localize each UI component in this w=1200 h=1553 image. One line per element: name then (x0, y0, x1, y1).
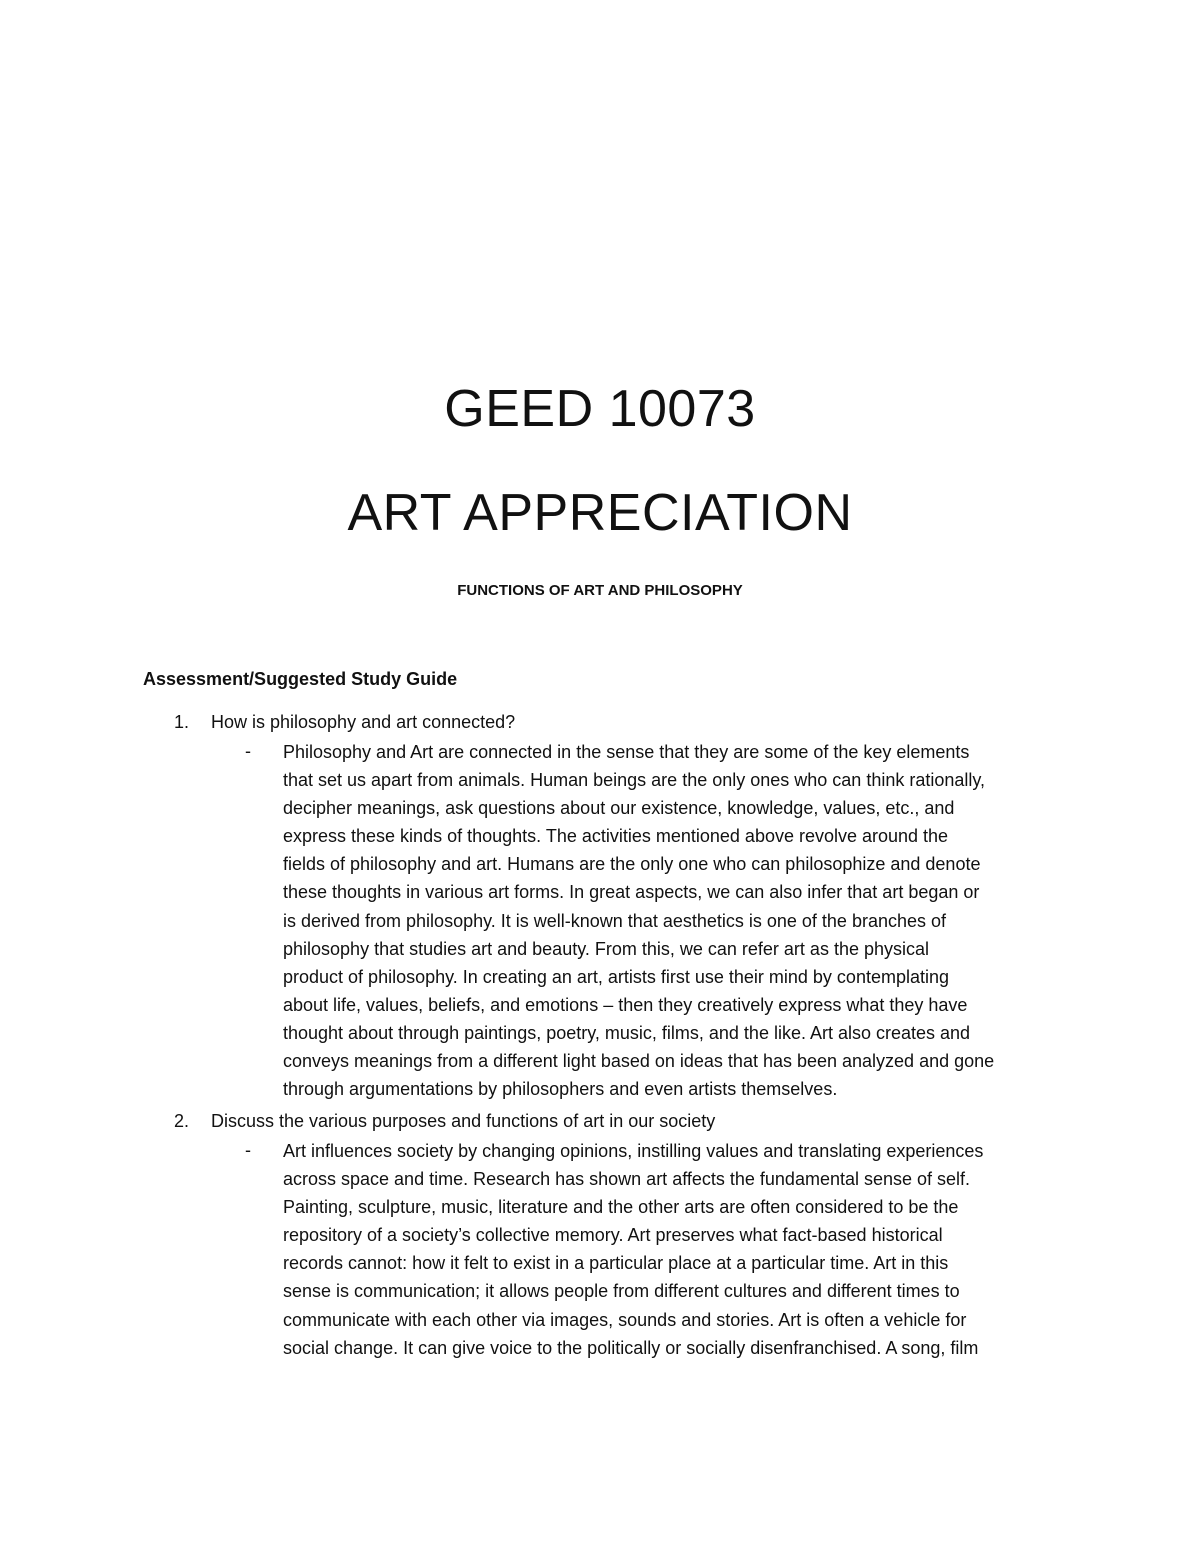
section-heading: Assessment/Suggested Study Guide (143, 669, 458, 689)
answer-line: Painting, sculpture, music, literature and the other arts are often considered to be the (283, 1197, 959, 1218)
course-title: ART APPRECIATION (347, 484, 853, 542)
answer-line: philosophy that studies art and beauty. From this, we can refer art as the physical (283, 938, 929, 959)
answer-bullet: - (245, 741, 251, 761)
answer-line: sense is communication; it allows people from different cultures and different times to (283, 1281, 960, 1302)
answer-2 (283, 1137, 1083, 1362)
answer-line: fields of philosophy and art. Humans are the only one who can philosophize and denote (283, 854, 981, 875)
answer-line: product of philosophy. In creating an art, artists first use their mind by contemplating (283, 966, 949, 987)
answer-line: Art influences society by changing opinions, instilling values and translating experiences (283, 1141, 984, 1161)
document-subtitle: FUNCTIONS OF ART AND PHILOSOPHY (457, 582, 743, 599)
answer-line: communicate with each other via images, sounds and stories. Art is often a vehicle for (283, 1309, 967, 1330)
answer-line: records cannot: how it felt to exist in a particular place at a particular time. Art in this (283, 1253, 949, 1274)
answer-line: decipher meanings, ask questions about our existence, knowledge, values, etc., and (283, 798, 955, 819)
question-text: Discuss the various purposes and functions of art in our society (211, 1111, 716, 1131)
answer-line: conveys meanings from a different light based on ideas that has been analyzed and gone (283, 1051, 995, 1072)
answer-bullet: - (245, 1140, 251, 1160)
answer-line: that set us apart from animals. Human beings are the only ones who can think rationally, (283, 770, 986, 791)
question-text: How is philosophy and art connected? (211, 712, 516, 732)
answer-line: across space and time. Research has shown art affects the fundamental sense of self. (283, 1169, 971, 1190)
answer-line: Philosophy and Art are connected in the sense that they are some of the key elements (283, 742, 970, 762)
question-number: 2. (174, 1111, 190, 1131)
question-1 (174, 709, 515, 736)
answer-line: social change. It can give voice to the politically or socially disenfranchised. A song, film (283, 1337, 979, 1358)
answer-line: these thoughts in various art forms. In great aspects, we can also infer that art began or (283, 882, 980, 903)
answer-line: express these kinds of thoughts. The activities mentioned above revolve around the (283, 826, 949, 847)
answer-line: thought about through paintings, poetry, music, films, and the like. Art also creates and (283, 1022, 971, 1043)
answer-line: is derived from philosophy. It is well-known that aesthetics is one of the branches of (283, 910, 947, 931)
course-code: GEED 10073 (444, 380, 756, 438)
answer-line: through argumentations by philosophers and even artists themselves. (283, 1079, 838, 1100)
answer-line: repository of a society’s collective memory. Art preserves what fact-based historical (283, 1225, 943, 1246)
answer-1 (283, 738, 1083, 1103)
question-2 (174, 1108, 715, 1135)
question-number: 1. (174, 712, 190, 732)
answer-line: about life, values, beliefs, and emotions – then they creatively express what they have (283, 994, 968, 1015)
